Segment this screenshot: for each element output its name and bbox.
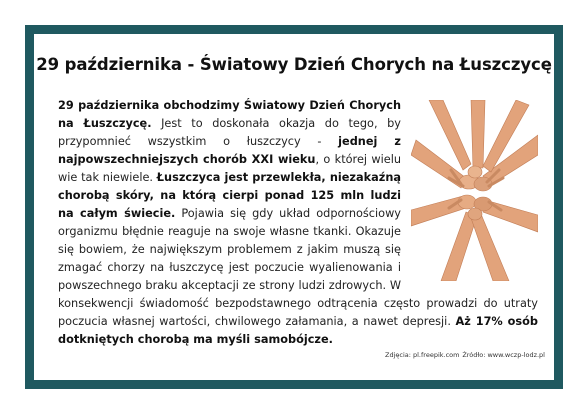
photo-credit: Zdjęcia: pl.freepik.com: [385, 351, 460, 359]
article-text: [58, 97, 538, 349]
page-title: 29 października - Światowy Dzień Chorych na Łuszczycę: [36, 55, 552, 74]
intro-bold: 29 października obchodzimy Światowy Dzień Chorych na Łuszczycę.: [58, 99, 401, 130]
text-segment: Pojawia się gdy układ odpornościowy organizmu błędnie reaguje na swoje własne tkanki. Okazuje się bowiem, że największym problemem z jakim muszą się zmagać chorzy na łuszczycę jest poczucie wyalienowania i powszechnego braku akceptacji ze strony ludzi zdrowych. W konsekwencji świadomość bezpodstawnego odtrącenia często prowadzi do utraty poczucia własnej wartości, chwilowego załamania, a nawet depresji.: [58, 207, 538, 328]
text-segment: , o której wielu wie tak niewiele.: [58, 153, 401, 184]
credits: [385, 351, 545, 359]
hands-photo: [411, 100, 538, 281]
highlight-chronic-disease: Łuszczyca jest przewlekła, niezakaźną chorobą skóry, na którą cierpi ponad 125 mln ludzi na całym świecie.: [58, 171, 401, 220]
highlight-common-disease: jednej z najpowszechniejszych chorób XXI wieku: [58, 135, 401, 166]
poster-frame: [25, 25, 563, 389]
source-credit: Źródło: www.wczp-lodz.pl: [462, 351, 545, 359]
highlight-statistic: Aż 17% osób dotkniętych chorobą ma myśli samobójcze.: [58, 315, 538, 346]
text-segment: Jest to doskonała okazja do tego, by przypomnieć wszystkim o łuszczycy -: [58, 117, 401, 148]
